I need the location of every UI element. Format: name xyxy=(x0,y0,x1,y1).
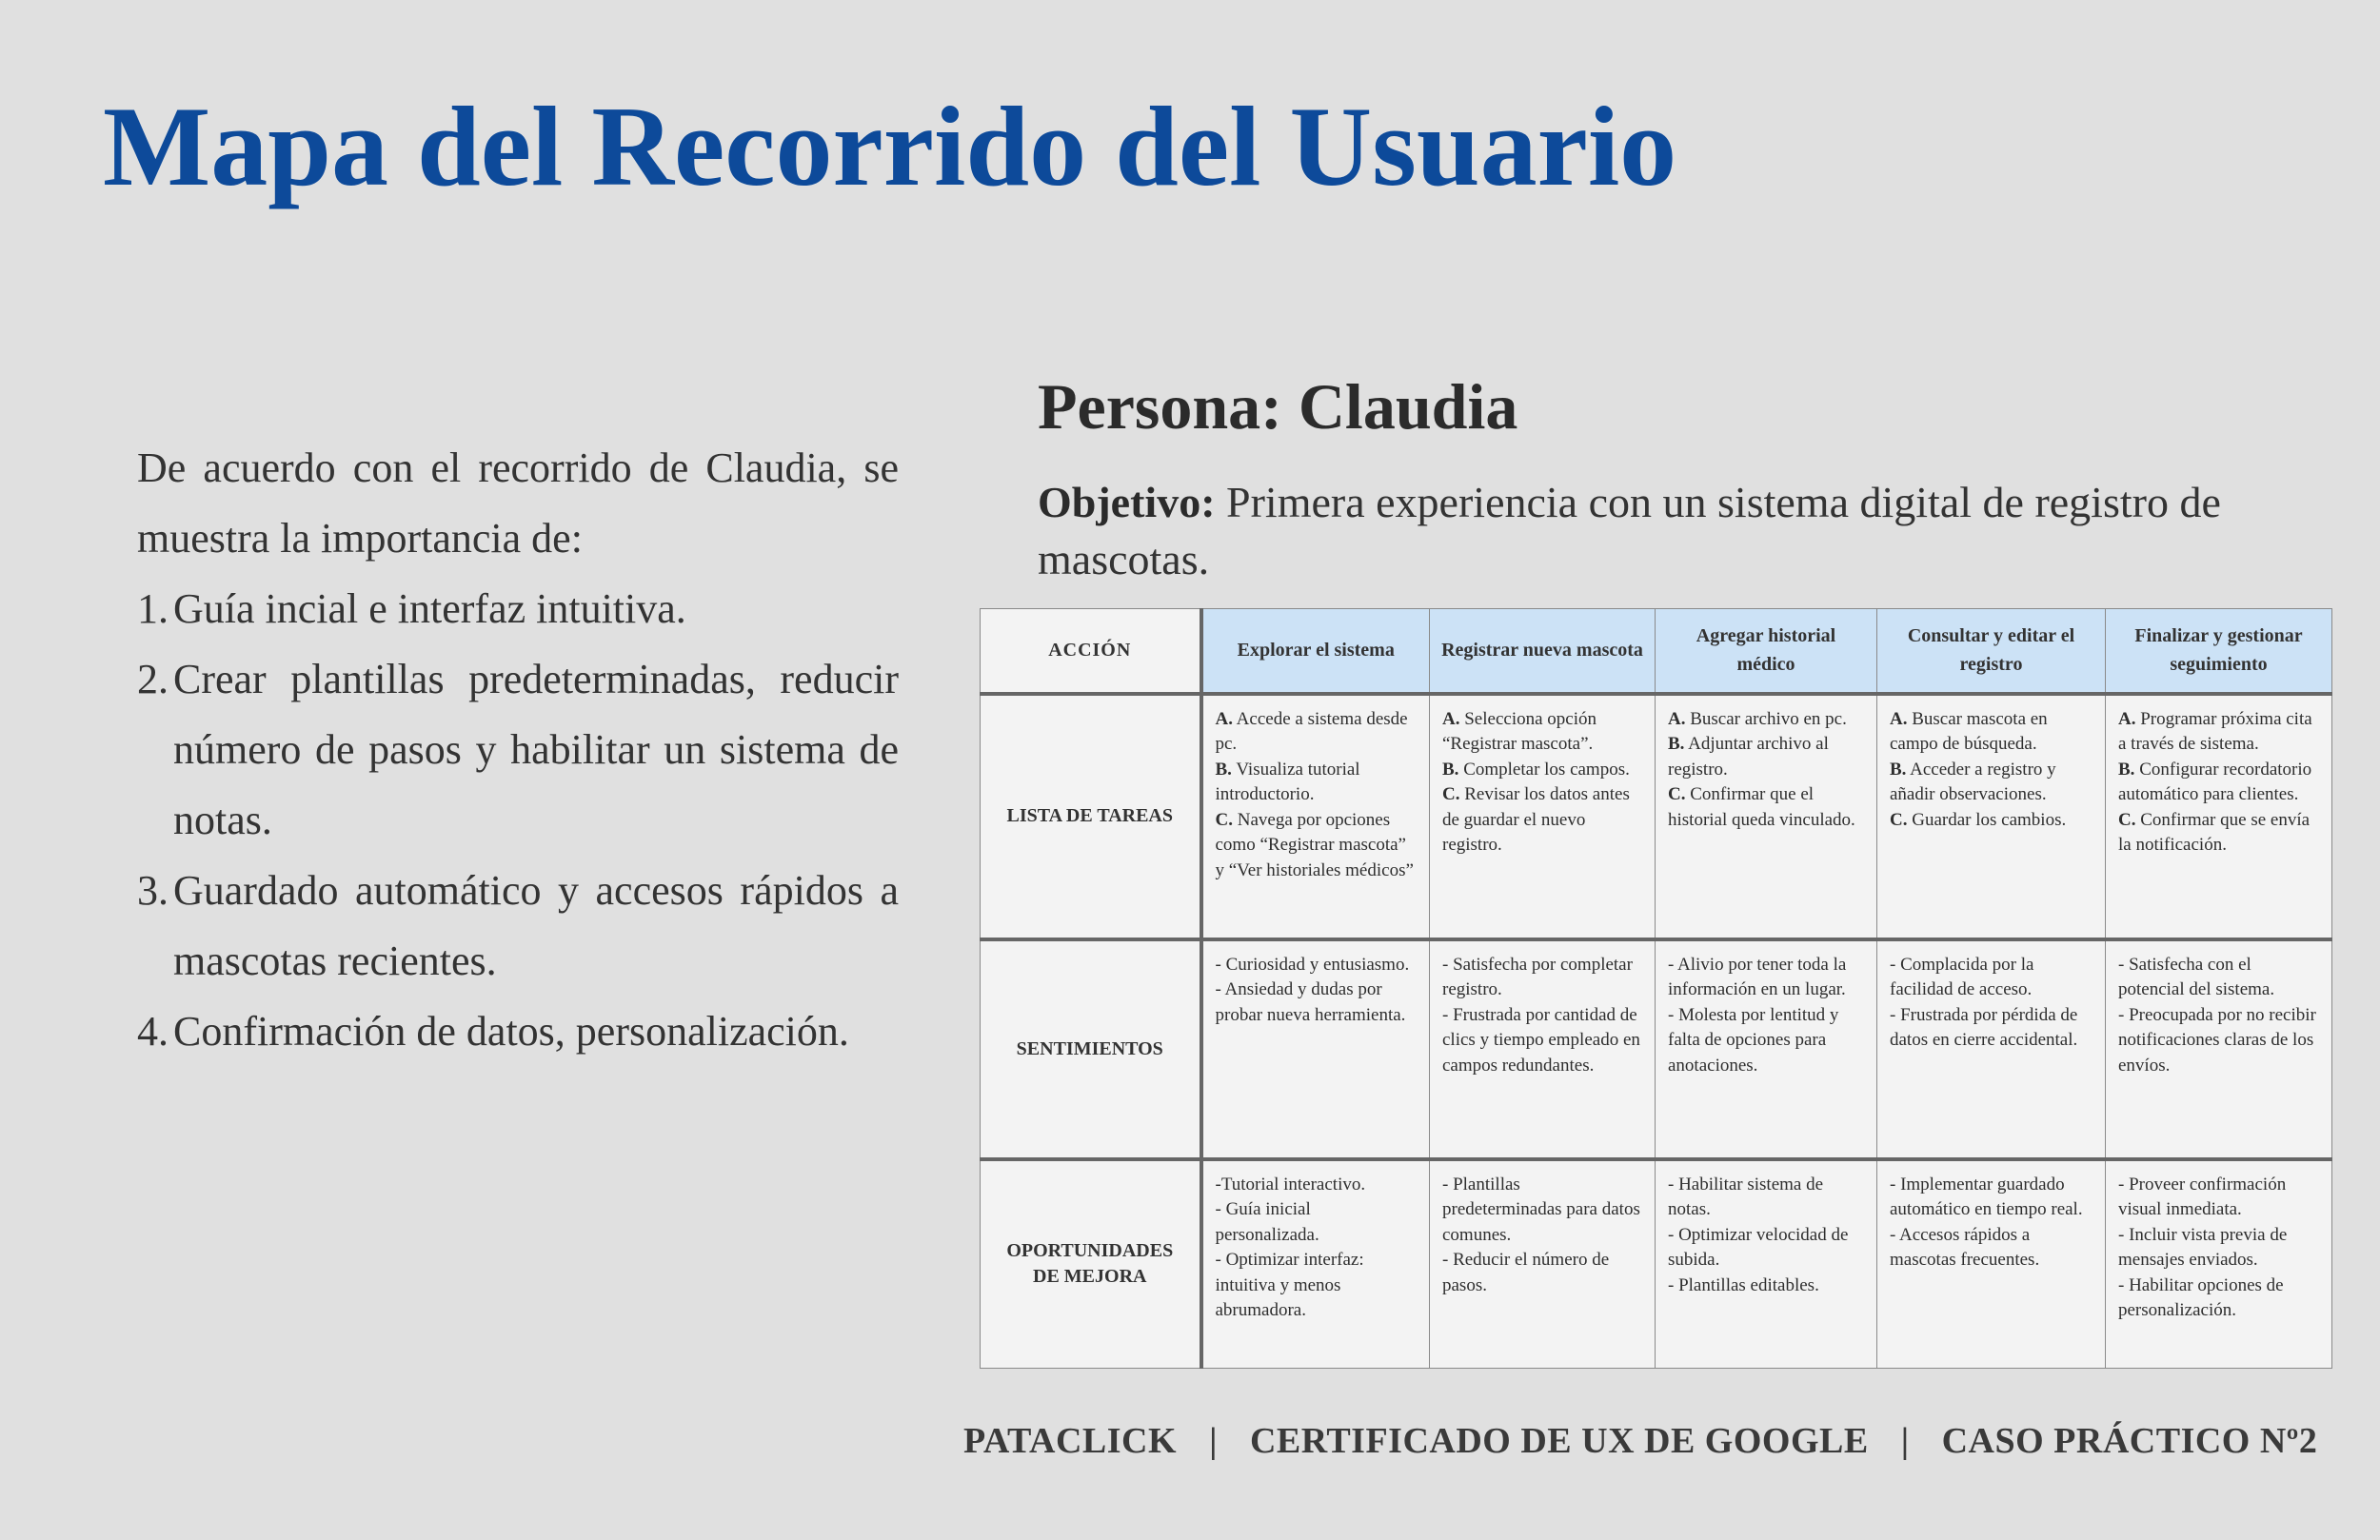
cell-line xyxy=(1890,953,2092,1003)
list-text: Confirmación de datos, personalización. xyxy=(173,1008,849,1055)
step-text: - Molesta por lentitud y falta de opciones para anotaciones. xyxy=(1668,1004,1839,1076)
column-header: Registrar nueva mascota xyxy=(1430,609,1656,694)
table-cell xyxy=(1430,1159,1656,1369)
step-key: C. xyxy=(2118,809,2136,830)
cell-line xyxy=(1668,1003,1863,1079)
step-key: B. xyxy=(2118,759,2135,780)
step-key: A. xyxy=(1890,708,1908,729)
cell-line xyxy=(1668,782,1863,833)
column-header: Agregar historial médico xyxy=(1656,609,1877,694)
step-text: - Frustrada por cantidad de clics y tiempo empleado en campos redundantes. xyxy=(1442,1004,1640,1076)
step-text: - Proveer confirmación visual inmediata. xyxy=(2118,1174,2287,1219)
cell-line xyxy=(2118,1223,2318,1273)
column-header: Consultar y editar el registro xyxy=(1877,609,2106,694)
list-number: 3. xyxy=(137,867,169,914)
cell-line xyxy=(1216,977,1417,1028)
cell-line xyxy=(1442,707,1641,758)
step-text: Confirmar que se envía la notificación. xyxy=(2118,809,2311,855)
step-text: - Satisfecha con el potencial del sistema. xyxy=(2118,954,2275,999)
list-item xyxy=(137,997,899,1067)
persona-title: Persona: Claudia xyxy=(1038,370,1518,443)
step-text: - Optimizar velocidad de subida. xyxy=(1668,1224,1849,1270)
row-header: LISTA DE TAREAS xyxy=(981,694,1201,939)
cell-line xyxy=(1668,1273,1863,1299)
step-text: - Optimizar interfaz: intuitiva y menos abrumadora. xyxy=(1215,1250,1364,1320)
table-cell xyxy=(1201,939,1430,1159)
step-text: - Plantillas predeterminadas para datos comunes. xyxy=(1442,1174,1640,1245)
step-text: - Implementar guardado automático en tiempo real. xyxy=(1890,1174,2083,1219)
cell-line xyxy=(1442,1173,1641,1249)
footer-certificate: CERTIFICADO DE UX DE GOOGLE xyxy=(1249,1421,1869,1461)
header-row xyxy=(981,609,2332,694)
step-text: Buscar mascota en campo de búsqueda. xyxy=(1890,708,2048,754)
step-text: Completar los campos. xyxy=(1458,759,1630,780)
cell-line xyxy=(1216,1173,1417,1198)
step-text: Configurar recordatorio automático para clientes. xyxy=(2118,759,2312,804)
list-number: 1. xyxy=(137,585,169,632)
table-cell xyxy=(1656,1159,1877,1369)
step-key: B. xyxy=(1215,759,1232,780)
cell-line xyxy=(1668,953,1863,1003)
table-cell xyxy=(1201,1159,1430,1369)
footer-separator: | xyxy=(1209,1421,1218,1461)
step-text: -Tutorial interactivo. xyxy=(1215,1174,1366,1194)
footer xyxy=(963,1420,2317,1462)
step-text: Adjuntar archivo al registro. xyxy=(1668,734,1829,780)
table-cell xyxy=(1877,694,2106,939)
step-key: C. xyxy=(1890,809,1908,830)
intro-section xyxy=(137,433,899,1067)
table-cell xyxy=(2106,1159,2332,1369)
page-title: Mapa del Recorrido del Usuario xyxy=(103,83,1677,209)
step-text: Visualiza tutorial introductorio. xyxy=(1215,759,1360,804)
step-text: - Ansiedad y dudas por probar nueva herramienta. xyxy=(1215,979,1406,1025)
intro-paragraph: De acuerdo con el recorrido de Claudia, se muestra la importancia de: xyxy=(137,444,899,562)
table-cell xyxy=(2106,694,2332,939)
cell-line xyxy=(1668,707,1863,733)
cell-line xyxy=(1442,1003,1641,1079)
step-text: - Complacida por la facilidad de acceso. xyxy=(1890,954,2034,999)
step-text: Confirmar que el historial queda vinculado. xyxy=(1668,784,1855,830)
persona-objective xyxy=(1038,474,2304,588)
table-cell xyxy=(1877,939,2106,1159)
column-header: Explorar el sistema xyxy=(1201,609,1430,694)
cell-line xyxy=(1890,808,2092,834)
step-key: C. xyxy=(1668,784,1686,804)
cell-line xyxy=(1890,1223,2092,1273)
step-key: B. xyxy=(1890,759,1907,780)
table-cell xyxy=(1430,939,1656,1159)
cell-line xyxy=(1442,782,1641,859)
table-row xyxy=(981,1159,2332,1369)
step-key: A. xyxy=(1668,708,1686,729)
step-text: Accede a sistema desde pc. xyxy=(1215,708,1408,754)
cell-line xyxy=(1890,707,2092,758)
cell-line xyxy=(1890,1003,2092,1054)
step-key: C. xyxy=(1442,784,1460,804)
list-text: Guardado automático y accesos rápidos a mascotas recientes. xyxy=(173,867,899,984)
table-cell xyxy=(1656,694,1877,939)
table-cell xyxy=(1430,694,1656,939)
step-text: - Alivio por tener toda la información en un lugar. xyxy=(1668,954,1847,999)
cell-line xyxy=(2118,1273,2318,1324)
footer-case: CASO PRÁCTICO Nº2 xyxy=(1941,1421,2318,1461)
cell-line xyxy=(2118,1003,2318,1079)
table-cell xyxy=(1201,694,1430,939)
corner-header: ACCIÓN xyxy=(981,609,1201,694)
cell-line xyxy=(2118,758,2318,808)
footer-separator: | xyxy=(1900,1421,1910,1461)
step-key: A. xyxy=(2118,708,2136,729)
cell-line xyxy=(1216,1197,1417,1248)
table-cell xyxy=(1877,1159,2106,1369)
objective-text: Primera experiencia con un sistema digital de registro de mascotas. xyxy=(1038,478,2221,583)
cell-line xyxy=(2118,808,2318,859)
step-text: - Preocupada por no recibir notificaciones claras de los envíos. xyxy=(2118,1004,2316,1076)
list-number: 2. xyxy=(137,656,169,702)
table-cell xyxy=(2106,939,2332,1159)
cell-line xyxy=(1668,732,1863,782)
column-header: Finalizar y gestionar seguimiento xyxy=(2106,609,2332,694)
cell-line xyxy=(1216,953,1417,978)
list-item xyxy=(137,856,899,997)
table-cell xyxy=(1656,939,1877,1159)
row-header: OPORTUNIDADES DE MEJORA xyxy=(981,1159,1201,1369)
cell-line xyxy=(2118,953,2318,1003)
cell-line xyxy=(1442,1248,1641,1298)
step-text: Programar próxima cita a través de sistema. xyxy=(2118,708,2312,754)
cell-line xyxy=(1442,953,1641,1003)
step-text: - Habilitar opciones de personalización. xyxy=(2118,1274,2284,1320)
step-text: - Plantillas editables. xyxy=(1668,1274,1819,1295)
step-text: - Incluir vista previa de mensajes enviados. xyxy=(2118,1224,2288,1270)
cell-line xyxy=(1668,1223,1863,1273)
list-item xyxy=(137,574,899,644)
cell-line xyxy=(2118,1173,2318,1223)
cell-line xyxy=(1890,1173,2092,1223)
journey-table xyxy=(980,608,2332,1369)
step-text: - Satisfecha por completar registro. xyxy=(1442,954,1633,999)
step-text: - Accesos rápidos a mascotas frecuentes. xyxy=(1890,1224,2040,1270)
table-row xyxy=(981,939,2332,1159)
footer-brand: PATACLICK xyxy=(963,1421,1178,1461)
list-text: Crear plantillas predeterminadas, reducir número de pasos y habilitar un sistema de notas. xyxy=(173,656,899,843)
step-text: - Guía inicial personalizada. xyxy=(1215,1199,1319,1245)
cell-line xyxy=(1216,808,1417,884)
cell-line xyxy=(1442,758,1641,783)
cell-line xyxy=(1216,758,1417,808)
step-text: Selecciona opción “Registrar mascota”. xyxy=(1442,708,1597,754)
table-row xyxy=(981,694,2332,939)
objective-label: Objetivo: xyxy=(1038,478,1216,526)
step-key: A. xyxy=(1215,708,1233,729)
row-header: SENTIMIENTOS xyxy=(981,939,1201,1159)
step-key: A. xyxy=(1442,708,1460,729)
step-text: Acceder a registro y añadir observaciones. xyxy=(1890,759,2056,804)
step-text: Navega por opciones como “Registrar mascota” y “Ver historiales médicos” xyxy=(1215,809,1414,880)
cell-line xyxy=(1216,1248,1417,1324)
list-text: Guía incial e interfaz intuitiva. xyxy=(173,585,686,632)
list-number: 4. xyxy=(137,1008,169,1055)
step-key: C. xyxy=(1215,809,1233,830)
step-text: - Reducir el número de pasos. xyxy=(1442,1250,1610,1295)
step-text: Revisar los datos antes de guardar el nuevo registro. xyxy=(1442,784,1630,855)
step-text: - Curiosidad y entusiasmo. xyxy=(1215,954,1410,975)
cell-line xyxy=(1890,758,2092,808)
cell-line xyxy=(1216,707,1417,758)
importance-list xyxy=(137,574,899,1067)
step-key: B. xyxy=(1668,734,1685,754)
list-item xyxy=(137,644,899,856)
step-text: - Frustrada por pérdida de datos en cierre accidental. xyxy=(1890,1004,2078,1050)
cell-line xyxy=(2118,707,2318,758)
step-key: B. xyxy=(1442,759,1459,780)
step-text: Guardar los cambios. xyxy=(1907,809,2067,830)
cell-line xyxy=(1668,1173,1863,1223)
step-text: Buscar archivo en pc. xyxy=(1685,708,1847,729)
step-text: - Habilitar sistema de notas. xyxy=(1668,1174,1824,1219)
